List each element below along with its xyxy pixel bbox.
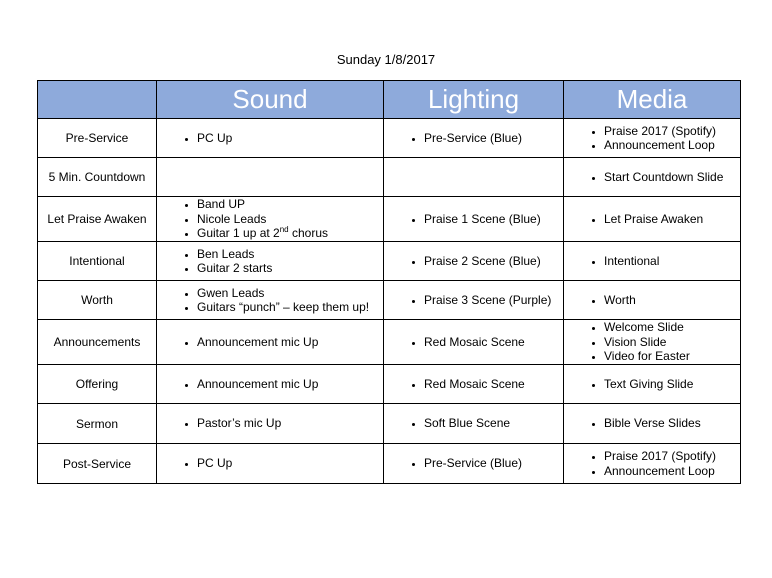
list-item: • Bible Verse Slides [604, 416, 740, 431]
sound-cell [157, 242, 384, 281]
media-list [564, 124, 740, 153]
media-cell [564, 242, 741, 281]
lighting-cell [384, 365, 564, 404]
list-item: • Praise 2017 (Spotify) [604, 449, 740, 464]
sound-cell [157, 119, 384, 158]
list-item: • Let Praise Awaken [604, 212, 740, 227]
list-item: • Pastor’s mic Up [197, 416, 383, 431]
segment-label: Offering [38, 365, 157, 404]
media-list [564, 377, 740, 392]
sound-cell [157, 320, 384, 365]
segment-label: Let Praise Awaken [38, 197, 157, 242]
list-item: • Band UP [197, 197, 383, 212]
segment-label: 5 Min. Countdown [38, 158, 157, 197]
segment-label: Pre-Service [38, 119, 157, 158]
segment-label: Sermon [38, 404, 157, 444]
lighting-list [384, 254, 563, 269]
list-item: • Welcome Slide [604, 320, 740, 335]
media-cell [564, 365, 741, 404]
header-blank [38, 81, 157, 119]
table-row [38, 320, 741, 365]
media-list [564, 254, 740, 269]
sound-cell [157, 444, 384, 484]
media-cell [564, 404, 741, 444]
table-row [38, 197, 741, 242]
media-list [564, 320, 740, 364]
lighting-list [384, 416, 563, 431]
lighting-cell [384, 119, 564, 158]
sound-list [157, 377, 383, 392]
media-list [564, 416, 740, 431]
sound-list [157, 286, 383, 315]
lighting-list [384, 131, 563, 146]
sound-list [157, 335, 383, 350]
list-item: • PC Up [197, 131, 383, 146]
lighting-list [384, 335, 563, 350]
list-item: • Intentional [604, 254, 740, 269]
sound-cell [157, 404, 384, 444]
sound-list [157, 247, 383, 276]
list-item: • Vision Slide [604, 335, 740, 350]
list-item: • Pre-Service (Blue) [424, 131, 563, 146]
list-item: • Announcement Loop [604, 464, 740, 479]
lighting-list [384, 293, 563, 308]
media-list [564, 293, 740, 308]
sound-list [157, 131, 383, 146]
lighting-cell [384, 158, 564, 197]
media-list [564, 449, 740, 478]
table-row [38, 281, 741, 320]
lighting-list [384, 212, 563, 227]
sound-cell [157, 365, 384, 404]
list-item: • Praise 2017 (Spotify) [604, 124, 740, 139]
list-item: • Video for Easter [604, 349, 740, 364]
segment-label: Announcements [38, 320, 157, 365]
list-item: • Announcement mic Up [197, 377, 383, 392]
media-cell [564, 197, 741, 242]
lighting-cell [384, 242, 564, 281]
media-cell [564, 281, 741, 320]
media-list [564, 212, 740, 227]
list-item: • Ben Leads [197, 247, 383, 262]
list-item: • Guitar 2 starts [197, 261, 383, 276]
table-row [38, 158, 741, 197]
table-row [38, 242, 741, 281]
lighting-cell [384, 281, 564, 320]
lighting-cell [384, 197, 564, 242]
sound-list [157, 456, 383, 471]
segment-label: Worth [38, 281, 157, 320]
table-row [38, 444, 741, 484]
media-cell [564, 444, 741, 484]
list-item: • Nicole Leads [197, 212, 383, 227]
page-title: Sunday 1/8/2017 [336, 52, 436, 67]
lighting-cell [384, 320, 564, 365]
lighting-cell [384, 404, 564, 444]
media-cell [564, 119, 741, 158]
media-list [564, 170, 740, 185]
list-item: • Red Mosaic Scene [424, 335, 563, 350]
header-media: Media [564, 81, 741, 119]
list-item: • Text Giving Slide [604, 377, 740, 392]
list-item: • Praise 3 Scene (Purple) [424, 293, 563, 308]
sound-cell [157, 281, 384, 320]
list-item: • Guitar 1 up at 2nd chorus [197, 226, 383, 241]
media-cell [564, 320, 741, 365]
header-row [38, 81, 741, 119]
list-item: • Announcement mic Up [197, 335, 383, 350]
header-sound: Sound [157, 81, 384, 119]
table-row [38, 119, 741, 158]
lighting-list [384, 377, 563, 392]
list-item: • Worth [604, 293, 740, 308]
list-item: • Soft Blue Scene [424, 416, 563, 431]
list-item: • Praise 1 Scene (Blue) [424, 212, 563, 227]
lighting-list [384, 456, 563, 471]
list-item: • Gwen Leads [197, 286, 383, 301]
sound-list [157, 416, 383, 431]
service-schedule-table [37, 80, 741, 484]
sound-cell [157, 197, 384, 242]
table-row [38, 404, 741, 444]
list-item: • PC Up [197, 456, 383, 471]
list-item: • Start Countdown Slide [604, 170, 740, 185]
list-item: • Praise 2 Scene (Blue) [424, 254, 563, 269]
list-item: • Pre-Service (Blue) [424, 456, 563, 471]
segment-label: Post-Service [38, 444, 157, 484]
lighting-cell [384, 444, 564, 484]
list-item: • Red Mosaic Scene [424, 377, 563, 392]
list-item: • Guitars “punch” – keep them up! [197, 300, 383, 315]
segment-label: Intentional [38, 242, 157, 281]
table-row [38, 365, 741, 404]
sound-list [157, 197, 383, 241]
list-item: • Announcement Loop [604, 138, 740, 153]
sound-cell [157, 158, 384, 197]
media-cell [564, 158, 741, 197]
header-lighting: Lighting [384, 81, 564, 119]
